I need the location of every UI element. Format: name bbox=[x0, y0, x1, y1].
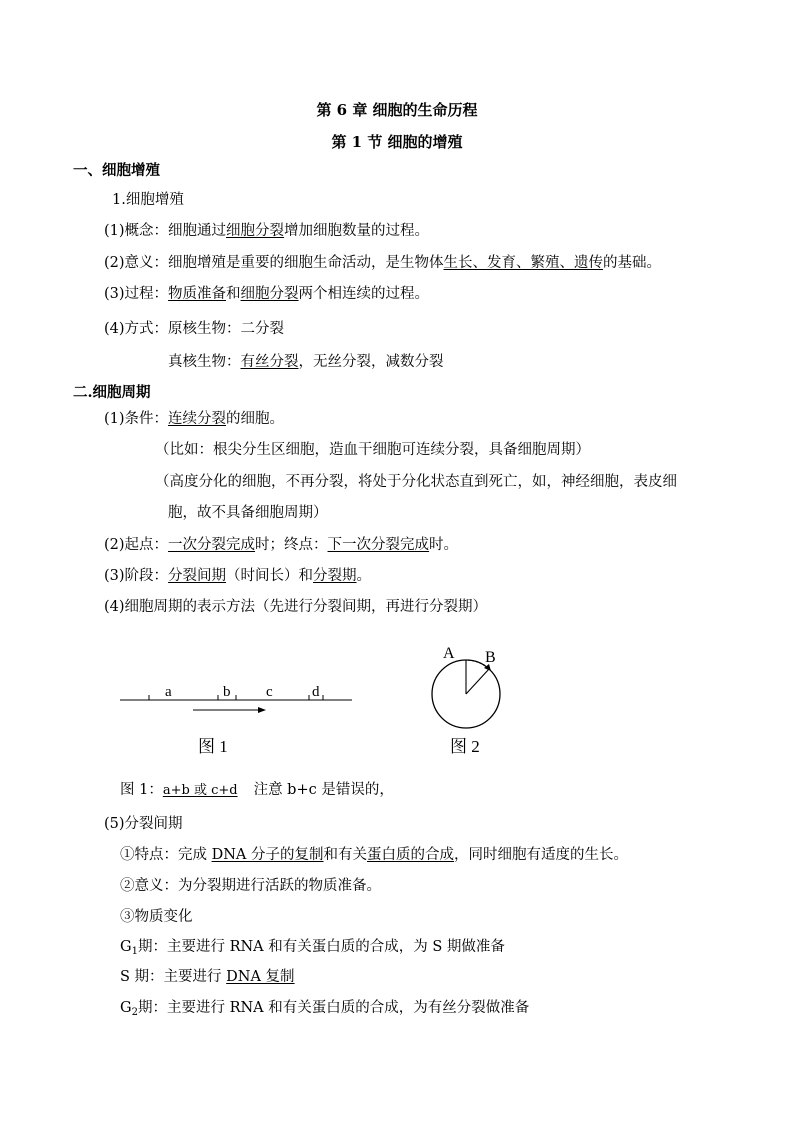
note-pre: 图 1： bbox=[120, 782, 163, 798]
figure-2-label-a: A bbox=[443, 645, 455, 662]
figure-1-label-a: a bbox=[165, 684, 172, 700]
mode-line-2 bbox=[168, 352, 444, 372]
process-pre: (3)过程： bbox=[104, 286, 169, 302]
meaning-pre: (2)意义：细胞增殖是重要的细胞生命活动，是生物体 bbox=[104, 255, 444, 271]
figure-2-caption: 图 2 bbox=[450, 737, 480, 756]
g1-letter: G bbox=[120, 939, 132, 955]
heading-cell-proliferation: 一、细胞增殖 bbox=[73, 162, 160, 179]
interphase-change-line: ③物质变化 bbox=[120, 909, 193, 925]
figure-2-radius-b bbox=[466, 669, 489, 694]
figure-1-arrowhead bbox=[258, 707, 266, 713]
g1-phase-line bbox=[120, 937, 505, 957]
mode2-pre: 真核生物： bbox=[168, 354, 241, 370]
feature-post: ，同时细胞有适度的生长。 bbox=[454, 847, 629, 863]
stage-underlined-1: 分裂间期 bbox=[168, 568, 227, 584]
stage-post: 。 bbox=[356, 568, 372, 584]
concept-underlined: 细胞分裂 bbox=[226, 223, 285, 239]
example-line-2a: （高度分化的细胞，不再分裂，将处于分化状态直到死亡，如，神经细胞，表皮细 bbox=[155, 474, 677, 490]
stage-underlined-2: 分裂期 bbox=[313, 568, 357, 584]
meaning-line bbox=[104, 253, 661, 273]
g2-letter: G bbox=[120, 1000, 132, 1016]
note-underlined: a+b 或 c+d bbox=[162, 783, 238, 798]
g2-subscript: 2 bbox=[131, 1007, 138, 1018]
cond-underlined: 连续分裂 bbox=[168, 411, 227, 427]
concept-post: 增加细胞数量的过程。 bbox=[284, 223, 430, 239]
mode-line-1: (4)方式：原核生物：二分裂 bbox=[104, 321, 285, 337]
g2-text: 期：主要进行 RNA 和有关蛋白质的合成，为有丝分裂做准备 bbox=[137, 1000, 530, 1016]
representation-line: (4)细胞周期的表示方法（先进行分裂间期，再进行分裂期） bbox=[104, 599, 488, 615]
g1-subscript: 1 bbox=[131, 946, 138, 957]
interphase-heading: (5)分裂间期 bbox=[104, 816, 183, 832]
feature-mid: 和有关 bbox=[323, 847, 368, 863]
meaning-underlined: 生长、发育、繁殖、遗传 bbox=[443, 255, 604, 271]
example-line-1: （比如：根尖分生区细胞，造血干细胞可连续分裂，具备细胞周期） bbox=[155, 442, 590, 458]
figure-1-caption: 图 1 bbox=[198, 737, 228, 756]
stage-mid: （时间长）和 bbox=[226, 568, 314, 584]
figure-2-label-b: B bbox=[485, 649, 496, 666]
g2-phase-line bbox=[120, 998, 529, 1018]
feature-underlined-1: DNA 分子的复制 bbox=[211, 847, 324, 863]
concept-pre: (1)概念：细胞通过 bbox=[104, 223, 227, 239]
meaning-post: 的基础。 bbox=[603, 255, 662, 271]
process-underlined-1: 物质准备 bbox=[168, 286, 227, 302]
s-phase-line bbox=[120, 967, 295, 987]
mode2-post: ，无丝分裂，减数分裂 bbox=[298, 354, 444, 370]
stage-pre: (3)阶段： bbox=[104, 568, 169, 584]
figure-note-line bbox=[120, 780, 394, 801]
g1-text: 期：主要进行 RNA 和有关蛋白质的合成，为 S 期做准备 bbox=[137, 939, 505, 955]
sub-heading: 1.细胞增殖 bbox=[112, 192, 184, 208]
process-line bbox=[104, 284, 429, 304]
feature-pre: ①特点：完成 bbox=[120, 847, 212, 863]
concept-line bbox=[104, 221, 429, 241]
note-post: 注意 b+c 是错误的， bbox=[253, 782, 394, 798]
interphase-feature-line bbox=[120, 845, 628, 865]
figure-1-label-d: d bbox=[312, 684, 320, 700]
stage-line bbox=[104, 566, 371, 586]
s-underlined: DNA 复制 bbox=[226, 969, 295, 985]
mode2-underlined: 有丝分裂 bbox=[240, 354, 299, 370]
process-post: 两个相连续的过程。 bbox=[298, 286, 430, 302]
feature-underlined-2: 蛋白质的合成 bbox=[367, 847, 455, 863]
cond-pre: (1)条件： bbox=[104, 411, 169, 427]
heading-cell-cycle: 二.细胞周期 bbox=[73, 384, 151, 401]
figure-1-diagram bbox=[115, 676, 360, 726]
start-end-line bbox=[104, 535, 458, 555]
cond-post: 的细胞。 bbox=[226, 411, 285, 427]
section-title: 第 1 节 细胞的增殖 bbox=[331, 133, 463, 151]
start-underlined-2: 下一次分裂完成 bbox=[327, 537, 430, 553]
start-mid: 时；终点： bbox=[255, 537, 328, 553]
start-underlined-1: 一次分裂完成 bbox=[168, 537, 256, 553]
interphase-meaning-line: ②意义：为分裂期进行活跃的物质准备。 bbox=[120, 878, 381, 894]
start-post: 时。 bbox=[429, 537, 459, 553]
chapter-title: 第 6 章 细胞的生命历程 bbox=[316, 101, 478, 119]
figure-1-label-b: b bbox=[223, 684, 231, 700]
condition-line bbox=[104, 409, 284, 429]
figure-2-diagram bbox=[425, 640, 510, 735]
start-pre: (2)起点： bbox=[104, 537, 169, 553]
s-pre: S 期：主要进行 bbox=[120, 969, 227, 985]
process-mid: 和 bbox=[226, 286, 241, 302]
figure-1-label-c: c bbox=[266, 684, 273, 700]
example-line-2b: 胞，故不具备细胞周期） bbox=[168, 505, 328, 521]
process-underlined-2: 细胞分裂 bbox=[240, 286, 299, 302]
